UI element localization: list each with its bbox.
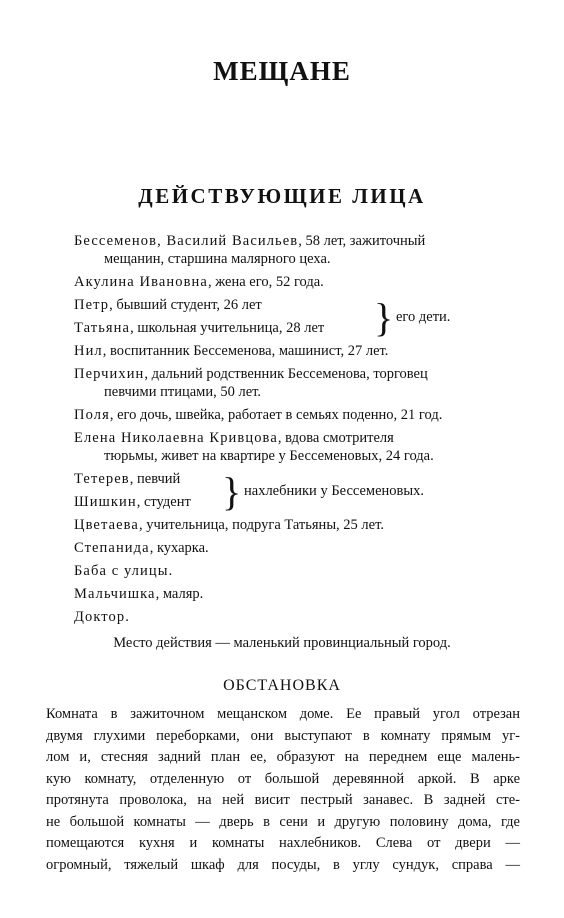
boarders-group-label: нахлебники у Бессеменовых.	[244, 483, 425, 499]
character-description: , школьная учительница, 28 лет	[130, 320, 325, 336]
character-description: .	[168, 563, 173, 579]
setting-line: протянута проволока, на ней висит пестрый занавес. В задней сте-	[46, 792, 520, 808]
character-name: Бессеменов, Василий Васильев	[74, 233, 299, 249]
cast-entry-polya	[74, 406, 514, 424]
character-name: Елена Николаевна Кривцова	[74, 430, 278, 446]
character-description: , воспитанник Бессеменова, машинист, 27 лет.	[102, 343, 389, 359]
character-name: Мальчишка	[74, 586, 156, 602]
character-name: Цветаева	[74, 517, 139, 533]
cast-entry-baba	[74, 562, 514, 580]
children-group	[74, 295, 514, 340]
children-group-label: его дети.	[396, 309, 451, 325]
character-description: , маляр.	[155, 586, 204, 602]
character-name: Шишкин	[74, 494, 137, 510]
cast-entry-tsvetaeva	[74, 516, 514, 534]
play-title: МЕЩАНЕ	[213, 56, 351, 86]
setting-line: огромный, тяжелый шкаф для посуды, в углу сундук, справа —	[46, 856, 520, 873]
cast-entry-stepanida	[74, 539, 514, 557]
setting-line: двумя глухими переборками, они выступают в комнату прямым уг-	[46, 727, 520, 744]
cast-entry-nil	[74, 342, 514, 360]
brace-icon: }	[374, 295, 394, 340]
character-description: , 58 лет, зажиточный	[298, 233, 426, 249]
character-description: , его дочь, швейка, работает в семьях поденно, 21 год.	[109, 407, 443, 423]
character-name: Петр	[74, 297, 110, 313]
setting-line: кую комнату, отделенную от большой деревянной аркой. В арке	[46, 770, 520, 787]
character-description: , учительница, подруга Татьяны, 25 лет.	[138, 517, 384, 533]
character-description-continued: тюрьмы, живет на квартире у Бессеменовых, 24 года.	[104, 448, 434, 464]
setting-title: ОБСТАНОВКА	[223, 677, 341, 694]
setting-line: помещаются кухня и комнаты нахлебников. Слева от двери —	[46, 835, 520, 851]
character-name: Нил	[74, 343, 103, 359]
setting-line: Комната в зажиточном мещанском доме. Ее правый угол отрезан	[46, 706, 520, 722]
character-description: , вдова смотрителя	[277, 430, 394, 446]
character-name: Степанида	[74, 540, 150, 556]
character-name: Доктор	[74, 609, 126, 625]
cast-section-title: ДЕЙСТВУЮЩИЕ ЛИЦА	[138, 184, 426, 208]
character-name: Перчихин	[74, 366, 145, 382]
character-description: , певчий	[129, 471, 181, 487]
character-description: .	[125, 609, 129, 625]
cast-entry-akulina	[74, 273, 514, 291]
character-description-continued: мещанин, старшина малярного цеха.	[104, 251, 331, 267]
setting-paragraph	[46, 704, 520, 876]
character-description: , кухарка.	[149, 540, 209, 556]
character-description: , дальний родственник Бессеменова, торговец	[144, 366, 428, 382]
character-description-continued: певчими птицами, 50 лет.	[104, 384, 262, 400]
brace-icon: }	[222, 469, 242, 514]
character-name: Акулина Ивановна	[74, 274, 208, 290]
cast-list	[74, 232, 514, 631]
character-description: , студент	[136, 494, 191, 510]
place-of-action: Место действия — маленький провинциальный город.	[113, 635, 451, 651]
setting-line: лом и, стесняя задний план ее, образуют на переднем еще малень-	[46, 749, 520, 765]
cast-entry-malchishka	[74, 585, 514, 603]
character-name: Тетерев	[74, 471, 130, 487]
character-name: Татьяна	[74, 320, 131, 336]
cast-entry-perchikhin	[74, 365, 514, 401]
character-description: , жена его, 52 года.	[207, 274, 324, 290]
cast-entry-doktor	[74, 608, 514, 626]
boarders-group	[74, 469, 514, 514]
cast-entry-elena	[74, 429, 514, 465]
character-name: Поля	[74, 407, 110, 423]
cast-entry-bessemenov	[74, 232, 514, 268]
character-description: , бывший студент, 26 лет	[109, 297, 262, 313]
character-name: Баба с улицы	[74, 563, 169, 579]
setting-line: не большой комнаты — дверь в сени и другую половину дома, где	[46, 813, 520, 830]
